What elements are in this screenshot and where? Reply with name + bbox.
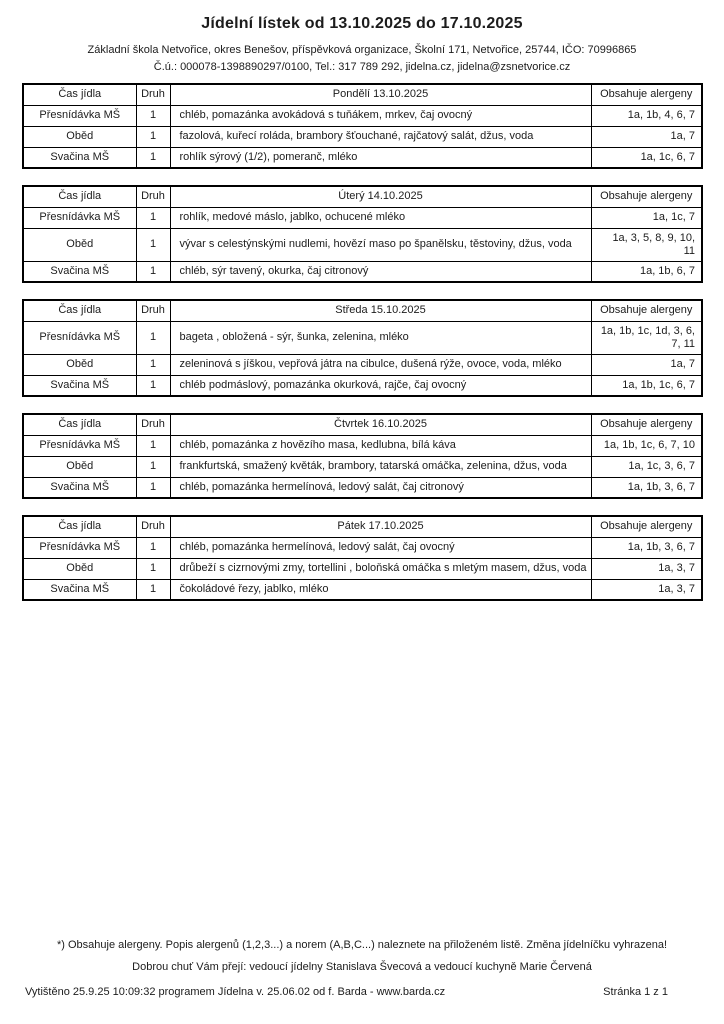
meal-allergens-cell: 1a, 1c, 3, 6, 7 xyxy=(591,456,702,477)
meal-allergens-cell: 1a, 7 xyxy=(591,126,702,147)
meal-food-cell: chléb podmáslový, pomazánka okurková, rajče, čaj ovocný xyxy=(170,375,591,396)
meal-allergens-cell: 1a, 1c, 7 xyxy=(591,207,702,228)
menu-tables xyxy=(22,83,702,601)
document-header xyxy=(0,0,724,76)
col-header-time: Čas jídla xyxy=(23,186,136,207)
table-header-row xyxy=(23,414,702,435)
col-header-time: Čas jídla xyxy=(23,300,136,321)
meal-time-cell: Oběd xyxy=(23,354,136,375)
meal-row xyxy=(23,126,702,147)
meal-row xyxy=(23,354,702,375)
meal-food-cell: drůbeží s cizrnovými zmy, tortellini , boloňská omáčka s mletým masem, džus, voda xyxy=(170,558,591,579)
col-header-type: Druh xyxy=(136,84,170,105)
table-header-row xyxy=(23,84,702,105)
meal-row xyxy=(23,558,702,579)
meal-time-cell: Přesnídávka MŠ xyxy=(23,321,136,354)
meal-allergens-cell: 1a, 3, 7 xyxy=(591,579,702,600)
meal-food-cell: zeleninová s jíškou, vepřová játra na cibulce, dušená rýže, ovoce, voda, mléko xyxy=(170,354,591,375)
col-header-type: Druh xyxy=(136,414,170,435)
col-header-type: Druh xyxy=(136,516,170,537)
meal-type-cell: 1 xyxy=(136,456,170,477)
meal-food-cell: chléb, sýr tavený, okurka, čaj citronový xyxy=(170,261,591,282)
meal-row xyxy=(23,579,702,600)
day-table xyxy=(22,299,703,397)
meal-row xyxy=(23,537,702,558)
meal-type-cell: 1 xyxy=(136,579,170,600)
print-info-row xyxy=(0,986,724,998)
meal-row xyxy=(23,228,702,261)
document-footer xyxy=(0,938,724,998)
day-table xyxy=(22,413,703,499)
meal-row xyxy=(23,435,702,456)
meal-food-cell: čokoládové řezy, jablko, mléko xyxy=(170,579,591,600)
meal-time-cell: Svačina MŠ xyxy=(23,477,136,498)
meal-allergens-cell: 1a, 3, 7 xyxy=(591,558,702,579)
day-table xyxy=(22,83,703,169)
meal-type-cell: 1 xyxy=(136,261,170,282)
meal-type-cell: 1 xyxy=(136,375,170,396)
meal-type-cell: 1 xyxy=(136,558,170,579)
meal-time-cell: Svačina MŠ xyxy=(23,147,136,168)
meal-type-cell: 1 xyxy=(136,537,170,558)
meal-type-cell: 1 xyxy=(136,321,170,354)
meal-allergens-cell: 1a, 7 xyxy=(591,354,702,375)
meal-time-cell: Přesnídávka MŠ xyxy=(23,435,136,456)
meal-time-cell: Přesnídávka MŠ xyxy=(23,105,136,126)
col-header-time: Čas jídla xyxy=(23,84,136,105)
contact-info-line: Č.ú.: 000078-1398890297/0100, Tel.: 317 789 292, jidelna.cz, jidelna@zsnetvorice.cz xyxy=(153,61,571,73)
meal-food-cell: chléb, pomazánka avokádová s tuňákem, mrkev, čaj ovocný xyxy=(170,105,591,126)
day-title: Pondělí 13.10.2025 xyxy=(170,84,591,105)
meal-allergens-cell: 1a, 1b, 1c, 1d, 3, 6, 7, 11 xyxy=(591,321,702,354)
col-header-allergens: Obsahuje alergeny xyxy=(591,186,702,207)
meal-time-cell: Oběd xyxy=(23,456,136,477)
table-header-row xyxy=(23,300,702,321)
meal-allergens-cell: 1a, 3, 5, 8, 9, 10, 11 xyxy=(591,228,702,261)
table-header-row xyxy=(23,516,702,537)
meal-type-cell: 1 xyxy=(136,105,170,126)
meal-time-cell: Oběd xyxy=(23,126,136,147)
meal-row xyxy=(23,375,702,396)
meal-food-cell: chléb, pomazánka hermelínová, ledový salát, čaj ovocný xyxy=(170,537,591,558)
meal-time-cell: Oběd xyxy=(23,558,136,579)
col-header-allergens: Obsahuje alergeny xyxy=(591,300,702,321)
school-info-line: Základní škola Netvořice, okres Benešov, příspěvková organizace, Školní 171, Netvořice, 25744, IČO: 70996865 xyxy=(87,44,637,56)
day-title: Pátek 17.10.2025 xyxy=(170,516,591,537)
meal-row xyxy=(23,105,702,126)
meal-food-cell: bageta , obložená - sýr, šunka, zelenina, mléko xyxy=(170,321,591,354)
meal-allergens-cell: 1a, 1b, 1c, 6, 7, 10 xyxy=(591,435,702,456)
day-title: Středa 15.10.2025 xyxy=(170,300,591,321)
meal-food-cell: chléb, pomazánka hermelínová, ledový salát, čaj citronový xyxy=(170,477,591,498)
meal-type-cell: 1 xyxy=(136,477,170,498)
col-header-allergens: Obsahuje alergeny xyxy=(591,414,702,435)
meal-food-cell: rohlík, medové máslo, jablko, ochucené mléko xyxy=(170,207,591,228)
meal-allergens-cell: 1a, 1b, 1c, 6, 7 xyxy=(591,375,702,396)
meal-food-cell: frankfurtská, smažený květák, brambory, tatarská omáčka, zelenina, džus, voda xyxy=(170,456,591,477)
meal-row xyxy=(23,456,702,477)
meal-time-cell: Svačina MŠ xyxy=(23,579,136,600)
col-header-allergens: Obsahuje alergeny xyxy=(591,516,702,537)
greeting-line: Dobrou chuť Vám přejí: vedoucí jídelny Stanislava Švecová a vedoucí kuchyně Marie Červená xyxy=(132,961,592,973)
printed-info: Vytištěno 25.9.25 10:09:32 programem Jídelna v. 25.06.02 od f. Barda - www.barda.cz xyxy=(25,986,446,998)
meal-row xyxy=(23,261,702,282)
meal-time-cell: Svačina MŠ xyxy=(23,375,136,396)
meal-food-cell: fazolová, kuřecí roláda, brambory šťouchané, rajčatový salát, džus, voda xyxy=(170,126,591,147)
meal-food-cell: vývar s celestýnskými nudlemi, hovězí maso po španělsku, těstoviny, džus, voda xyxy=(170,228,591,261)
meal-time-cell: Přesnídávka MŠ xyxy=(23,207,136,228)
day-table xyxy=(22,185,703,283)
col-header-time: Čas jídla xyxy=(23,516,136,537)
table-header-row xyxy=(23,186,702,207)
meal-allergens-cell: 1a, 1b, 4, 6, 7 xyxy=(591,105,702,126)
col-header-type: Druh xyxy=(136,300,170,321)
meal-type-cell: 1 xyxy=(136,147,170,168)
meal-allergens-cell: 1a, 1b, 3, 6, 7 xyxy=(591,537,702,558)
page-title: Jídelní lístek od 13.10.2025 do 17.10.2025 xyxy=(201,15,523,32)
meal-type-cell: 1 xyxy=(136,435,170,456)
meal-type-cell: 1 xyxy=(136,126,170,147)
meal-type-cell: 1 xyxy=(136,207,170,228)
meal-time-cell: Přesnídávka MŠ xyxy=(23,537,136,558)
meal-time-cell: Svačina MŠ xyxy=(23,261,136,282)
meal-food-cell: chléb, pomazánka z hovězího masa, kedlubna, bílá káva xyxy=(170,435,591,456)
page-number: Stránka 1 z 1 xyxy=(603,986,668,998)
col-header-type: Druh xyxy=(136,186,170,207)
meal-allergens-cell: 1a, 1b, 3, 6, 7 xyxy=(591,477,702,498)
meal-food-cell: rohlík sýrový (1/2), pomeranč, mléko xyxy=(170,147,591,168)
meal-allergens-cell: 1a, 1b, 6, 7 xyxy=(591,261,702,282)
meal-row xyxy=(23,207,702,228)
meal-allergens-cell: 1a, 1c, 6, 7 xyxy=(591,147,702,168)
day-table xyxy=(22,515,703,601)
col-header-allergens: Obsahuje alergeny xyxy=(591,84,702,105)
meal-time-cell: Oběd xyxy=(23,228,136,261)
day-title: Úterý 14.10.2025 xyxy=(170,186,591,207)
meal-row xyxy=(23,147,702,168)
meal-type-cell: 1 xyxy=(136,354,170,375)
day-title: Čtvrtek 16.10.2025 xyxy=(170,414,591,435)
meal-type-cell: 1 xyxy=(136,228,170,261)
meal-row xyxy=(23,477,702,498)
meal-row xyxy=(23,321,702,354)
col-header-time: Čas jídla xyxy=(23,414,136,435)
allergen-note: *) Obsahuje alergeny. Popis alergenů (1,2,3...) a norem (A,B,C...) naleznete na přiloženém listě. Změna jídelníčku vyhrazena! xyxy=(57,939,667,951)
